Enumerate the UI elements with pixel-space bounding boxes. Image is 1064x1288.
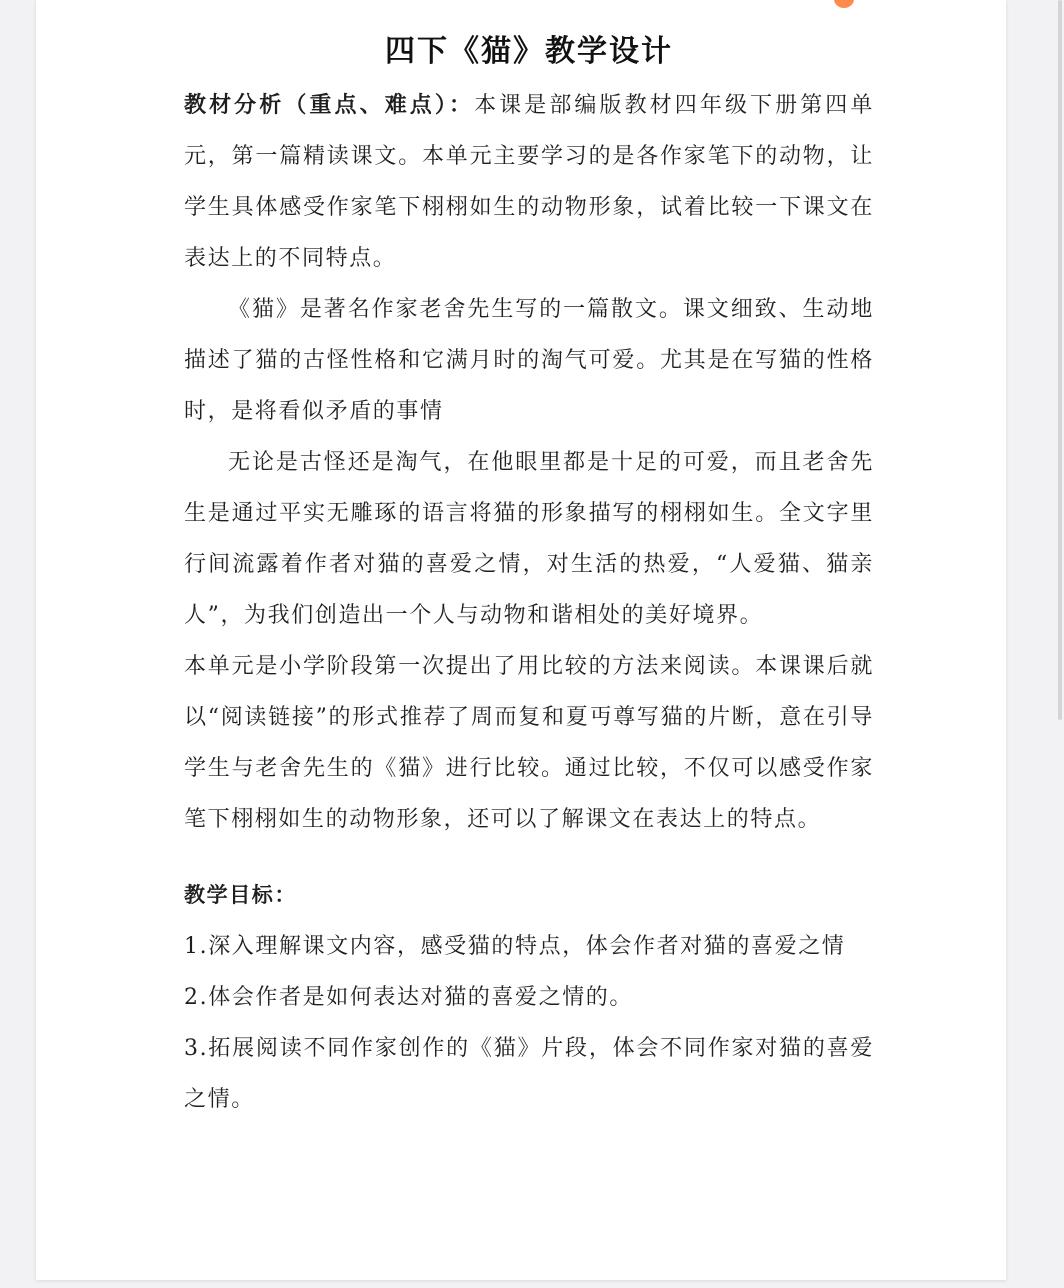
goal-item-2: 2.体会作者是如何表达对猫的喜爱之情的。 — [184, 985, 633, 1010]
body-paragraph-3: 本单元是小学阶段第一次提出了用比较的方法来阅读。本课课后就以“阅读链接”的形式推荐了周而复和夏丏尊写猫的片断，意在引导学生与老舍先生的《猫》进行比较。通过比较，不仅可以感受作家笔下栩栩如生的动物形象，还可以了解课文在表达上的特点。 — [184, 654, 874, 832]
goal-item-1: 1.深入理解课文内容，感受猫的特点，体会作者对猫的喜爱之情 — [184, 934, 846, 959]
goals-heading: 教学目标： — [184, 883, 297, 907]
goal-item-3: 3.拓展阅读不同作家创作的《猫》片段，体会不同作家对猫的喜爱之情。 — [184, 1036, 874, 1112]
body-paragraph-2: 无论是古怪还是淘气，在他眼里都是十足的可爱，而且老舍先生是通过平实无雕琢的语言将猫的形象描写的栩栩如生。全文字里行间流露着作者对猫的喜爱之情，对生活的热爱，“人爱猫、猫亲人”，为我们创造出一个人与动物和谐相处的美好境界。 — [184, 450, 874, 628]
analysis-text: 本课是部编版教材四年级下册第四单元，第一篇精读课文。本单元主要学习的是各作家笔下的动物，让学生具体感受作家笔下栩栩如生的动物形象，试着比较一下课文在表达上的不同特点。 — [184, 93, 874, 271]
analysis-paragraph — [184, 80, 874, 284]
document-page — [36, 0, 1006, 1280]
analysis-label: 教材分析（重点、难点）： — [184, 93, 475, 118]
document-title: 四下《猫》教学设计 — [385, 34, 673, 69]
page-content — [184, 28, 874, 1125]
body-paragraph-1: 《猫》是著名作家老舍先生写的一篇散文。课文细致、生动地描述了猫的古怪性格和它满月时的淘气可爱。尤其是在写猫的性格时，是将看似矛盾的事情 — [184, 297, 874, 424]
vertical-scrollbar[interactable] — [1058, 0, 1062, 1288]
section-spacer — [184, 845, 874, 870]
notification-dot — [834, 0, 854, 8]
scrollbar-thumb[interactable] — [1058, 0, 1062, 720]
